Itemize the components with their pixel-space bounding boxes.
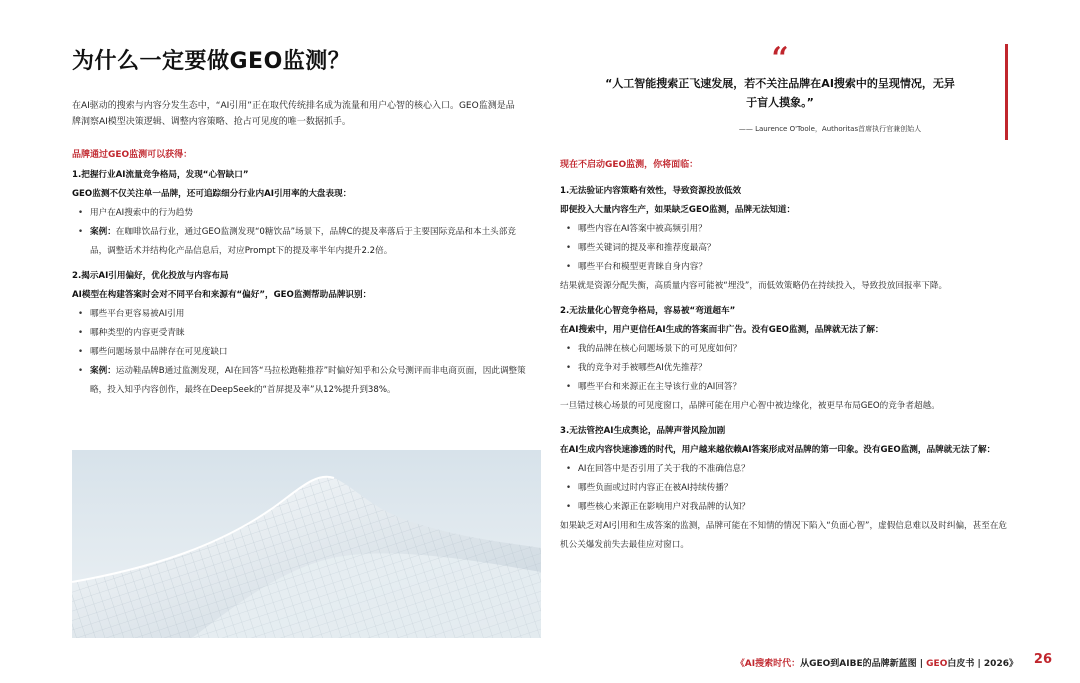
list-item: • 哪些平台和模型更青睐自身内容？ [566, 258, 1010, 277]
list-item: • 哪些负面或过时内容正在被AI持续传播？ [566, 479, 1010, 498]
case-text: 运动鞋品牌B通过监测发现，AI在回答“马拉松跑鞋推荐”时偏好知乎和公众号测评而非电商页面，因此调整策略，投入知乎内容创作，最终在DeepSeek的“首屏提及率”从12%提升到38%。 [90, 366, 526, 395]
list-item: • 哪些内容在AI答案中被高频引用？ [566, 220, 1010, 239]
list-item: • AI在回答中是否引用了关于我的不准确信息？ [566, 460, 1010, 479]
quote-accent-bar [1005, 44, 1008, 140]
footer-sep-2: | [974, 659, 984, 669]
footer-book-rest: 从GEO到AIBE的品牌新蓝图 [800, 659, 917, 669]
quote-author: —— Laurence O'Toole，Authoritas首席执行官兼创始人 [738, 125, 922, 133]
list-item: • 哪些问题场景中品牌存在可见度缺口 [78, 343, 532, 362]
footer-book-red: 《AI搜索时代： [735, 659, 801, 669]
list-item [78, 362, 532, 400]
right-section-3-conclusion: 如果缺乏对AI引用和生成答案的监测，品牌可能在不知情的情况下陷入“负面心智”，虚假信息难以及时纠偏，甚至在危机公关爆发前失去最佳应对窗口。 [560, 521, 1008, 550]
footer-whitepaper: 白皮书 [947, 659, 975, 669]
right-section-3-list [560, 460, 1010, 517]
right-section-2-list [560, 340, 1010, 397]
architecture-photo [72, 450, 541, 638]
quote-text: “人工智能搜索正飞速发展，若不关注品牌在AI搜索中的呈现情况，无异于盲人摸象。” [605, 77, 955, 109]
list-item: • 哪些平台更容易被AI引用 [78, 305, 532, 324]
left-body [72, 166, 532, 400]
right-section-3-lead: 在AI生成内容快速渗透的时代，用户越来越依赖AI答案形成对品牌的第一印象。没有GEO监测，品牌就无法了解： [560, 445, 996, 455]
left-section-2-title: 2.揭示AI引用偏好，优化投放与内容布局 [72, 271, 229, 281]
list-item: • 哪些平台和来源正在主导该行业的AI回答？ [566, 378, 1010, 397]
quote-box [560, 41, 1008, 140]
list-item: • 哪些关键词的提及率和推荐度最高？ [566, 239, 1010, 258]
right-section-2-conclusion: 一旦错过核心场景的可见度窗口，品牌可能在用户心智中被边缘化，被更早布局GEO的竞争者超越。 [560, 401, 940, 411]
footer-book-title [736, 656, 1018, 669]
case-label: 案例： [90, 366, 116, 376]
right-body [560, 182, 1010, 555]
list-item: • 我的品牌在核心问题场景下的可见度如何？ [566, 340, 1010, 359]
left-section-2-list [72, 305, 532, 400]
case-text: 在咖啡饮品行业，通过GEO监测发现“0糖饮品”场景下，品牌C的提及率落后于主要国际竞品和本土头部竞品，调整话术并结构化产品信息后，对应Prompt下的提及率半年内提升2.2倍。 [90, 227, 516, 256]
list-item: • 我的竞争对手被哪些AI优先推荐？ [566, 359, 1010, 378]
quote-mark-icon: “ [771, 41, 789, 76]
right-section-2-lead: 在AI搜索中，用户更信任AI生成的答案而非广告。没有GEO监测，品牌就无法了解： [560, 325, 884, 335]
right-section-1-conclusion: 结果就是资源分配失衡，高质量内容可能被“埋没”，而低效策略仍在持续投入，导致投放回报率下降。 [560, 281, 948, 291]
case-label: 案例： [90, 227, 116, 237]
left-section-1-list [72, 204, 532, 261]
footer-sep-1: | [916, 659, 927, 669]
list-item: • 用户在AI搜索中的行为趋势 [78, 204, 532, 223]
architecture-photo-icon [72, 450, 541, 638]
right-red-heading: 现在不启动GEO监测，你将面临： [560, 160, 699, 170]
list-item: • 哪些核心来源正在影响用户对我品牌的认知？ [566, 498, 1010, 517]
right-section-3-title: 3.无法管控AI生成舆论，品牌声誉风险加剧 [560, 426, 726, 436]
right-section-1-lead: 即便投入大量内容生产，如果缺乏GEO监测，品牌无法知道： [560, 205, 796, 215]
footer-close: 》 [1008, 659, 1018, 669]
left-red-heading: 品牌通过GEO监测可以获得： [72, 150, 193, 160]
footer-geo: GEO [926, 659, 948, 669]
page-title: 为什么一定要做GEO监测？ [72, 49, 351, 74]
intro-paragraph: 在AI驱动的搜索与内容分发生态中，“AI引用”正在取代传统排名成为流量和用户心智的核心入口。GEO监测是品牌洞察AI模型决策逻辑、调整内容策略、抢占可见度的唯一数据抓手。 [72, 101, 515, 127]
list-item [78, 223, 532, 261]
list-item: • 哪种类型的内容更受青睐 [78, 324, 532, 343]
right-section-1-list [560, 220, 1010, 277]
right-section-2-title: 2.无法量化心智竞争格局，容易被“弯道超车” [560, 306, 736, 316]
left-section-2-lead: AI模型在构建答案时会对不同平台和来源有“偏好”，GEO监测帮助品牌识别： [72, 290, 372, 300]
footer-year: 2026 [983, 659, 1009, 669]
page-number: 26 [1033, 652, 1052, 667]
left-section-1-lead: GEO监测不仅关注单一品牌，还可追踪细分行业内AI引用率的大盘表现： [72, 189, 352, 199]
left-section-1-title: 1.把握行业AI流量竞争格局，发现“心智缺口” [72, 170, 249, 180]
right-section-1-title: 1.无法验证内容策略有效性，导致资源投放低效 [560, 186, 742, 196]
